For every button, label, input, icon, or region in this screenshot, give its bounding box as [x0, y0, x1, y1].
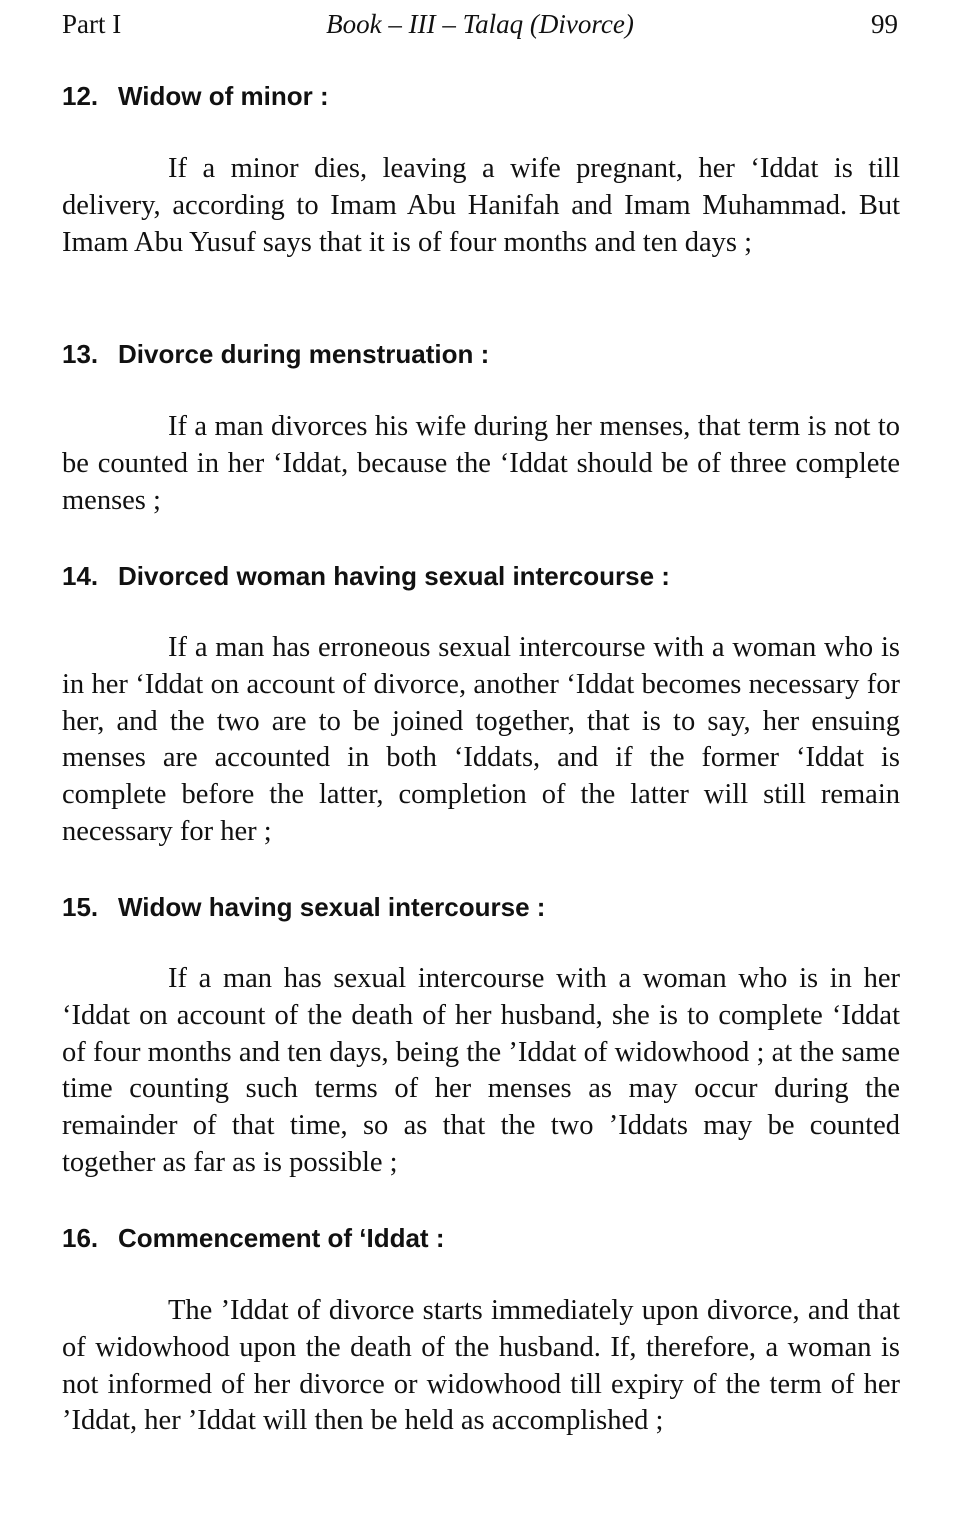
running-header — [62, 6, 898, 42]
section-heading — [62, 1220, 900, 1256]
section-title: Widow of minor : — [118, 81, 329, 111]
section-title: Widow having sexual intercourse : — [118, 892, 546, 922]
section-body: If a man divorces his wife during her menses, that term is not to be counted in her ‘Iddat, because the ‘Iddat should be of three complete menses ; — [62, 411, 900, 516]
section-12 — [62, 78, 900, 261]
section-13 — [62, 336, 900, 519]
section-14 — [62, 558, 900, 851]
section-body: The ’Iddat of divorce starts immediately upon divorce, and that of widowhood upon the death of the husband. If, therefore, a woman is not informed of her divorce or widowhood till expiry of the term of her ’Iddat, her ’Iddat will then be held as accomplished ; — [62, 1295, 900, 1437]
book-title: Book – III – Talaq (Divorce) — [326, 9, 634, 39]
part-label: Part I — [62, 9, 122, 39]
section-heading — [62, 889, 900, 925]
section-title: Divorce during menstruation : — [118, 339, 490, 369]
section-body: If a man has erroneous sexual intercourse with a woman who is in her ‘Iddat on account of divorce, another ‘Iddat becomes necessary for her, and the two are to be joined together, that is to say, her ensuing menses are accounted in both ‘Iddats, and if the former ‘Iddat is complete before the latter, completion of the latter will still remain necessary for her ; — [62, 632, 900, 847]
section-15 — [62, 889, 900, 1182]
section-number: 14. — [62, 561, 99, 591]
section-title: Commencement of ‘Iddat : — [118, 1223, 445, 1253]
section-body: If a man has sexual intercourse with a woman who is in her ‘Iddat on account of the death of her husband, she is to complete ‘Iddat of four months and ten days, being the ’Iddat of widowhood ; at the same time counting such terms of her menses as may occur during the remainder of that time, so as that the two ’Iddats may be counted together as far as is possible ; — [62, 963, 900, 1178]
section-body: If a minor dies, leaving a wife pregnant, her ‘Iddat is till delivery, according to Imam Abu Hanifah and Imam Muhammad. But Imam Abu Yusuf says that it is of four months and ten days ; — [62, 153, 900, 258]
section-heading — [62, 336, 900, 372]
section-heading — [62, 558, 900, 594]
page-number: 99 — [871, 9, 898, 39]
section-number: 12. — [62, 81, 99, 111]
section-number: 16. — [62, 1223, 99, 1253]
section-title: Divorced woman having sexual intercourse : — [118, 561, 670, 591]
section-number: 15. — [62, 892, 99, 922]
section-16 — [62, 1220, 900, 1440]
section-number: 13. — [62, 339, 99, 369]
section-heading — [62, 78, 900, 114]
